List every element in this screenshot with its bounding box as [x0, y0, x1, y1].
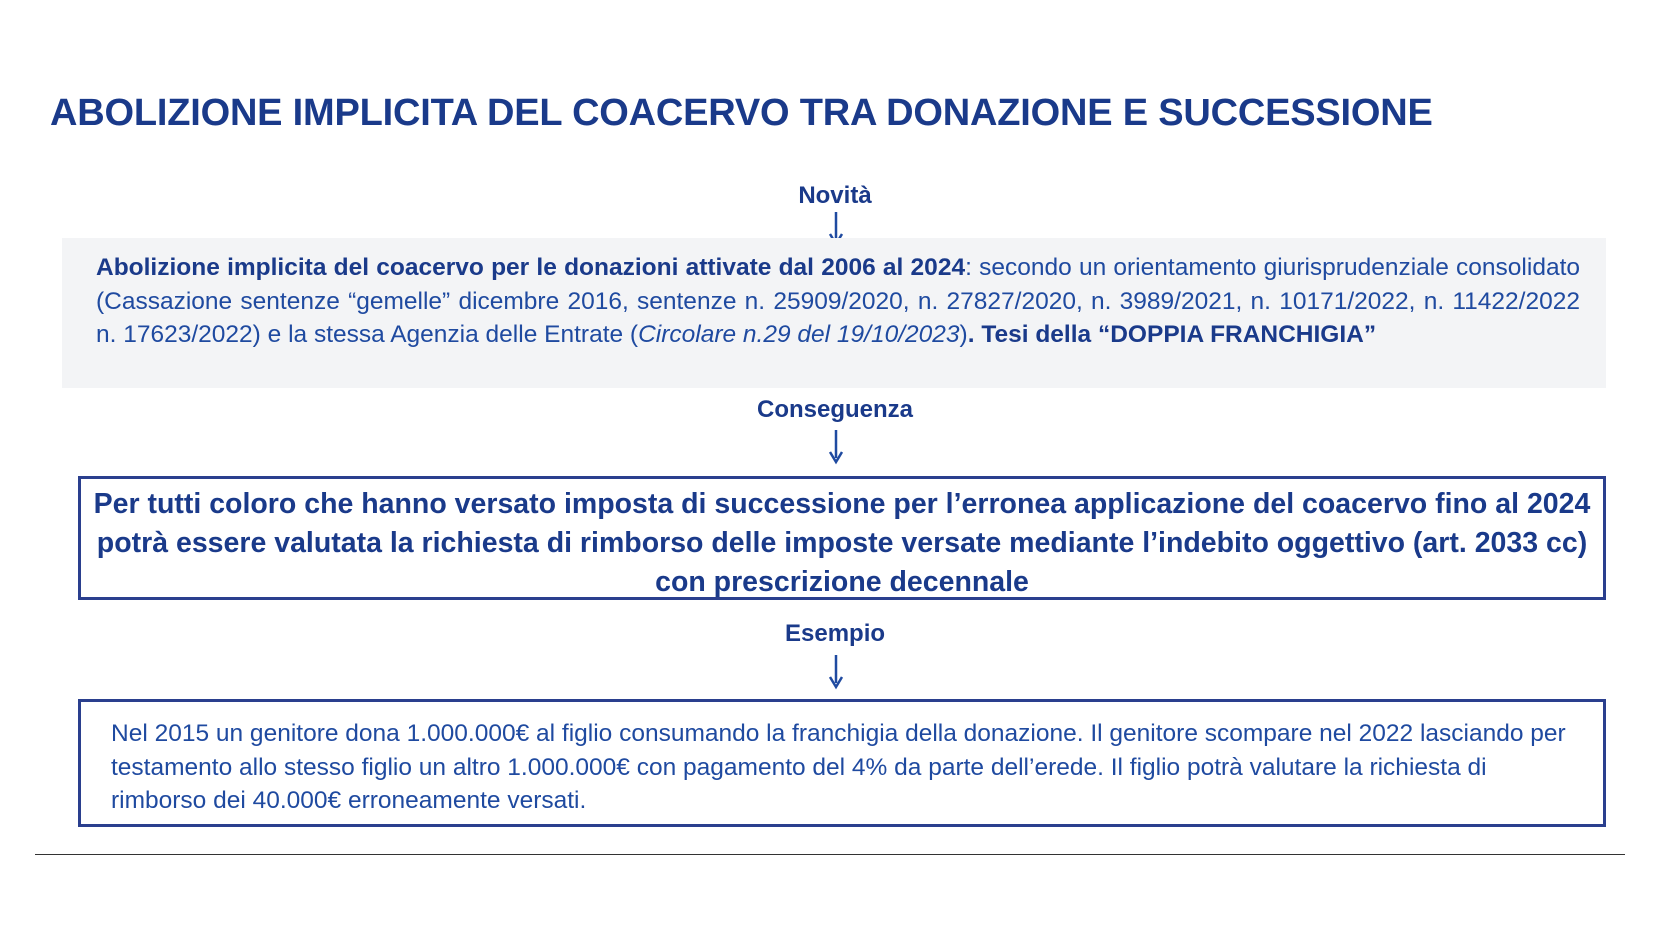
- consequence-box: [78, 476, 1606, 600]
- example-box: [78, 699, 1606, 827]
- example-text: Nel 2015 un genitore dona 1.000.000€ al figlio consumando la franchigia della donazione. Il genitore scompare nel 2022 lasciando per testamento allo stesso figlio un altro 1.000.000€ con pagamento del 4% da parte dell’erede. Il figlio potrà valutare la richiesta di rimborso dei 40.000€ erroneamente versati.: [111, 720, 1566, 814]
- page-title: ABOLIZIONE IMPLICITA DEL COACERVO TRA DONAZIONE E SUCCESSIONE: [50, 92, 1433, 134]
- novita-after-ref: ): [959, 321, 968, 348]
- conseguenza-label: Conseguenza: [756, 396, 914, 423]
- esempio-label: Esempio: [784, 620, 886, 647]
- novita-bold-intro: Abolizione implicita del coacervo per le donazioni attivate dal 2006 al 2024: [96, 254, 966, 281]
- novita-italic-ref: Circolare n.29 del 19/10/2023: [638, 321, 960, 348]
- bottom-divider: [35, 854, 1625, 855]
- novita-label: Novità: [798, 182, 872, 209]
- novita-box: [62, 238, 1606, 388]
- novita-text: : secondo un orientamento giurisprudenziale consolidato (Cassazione sentenze “gemelle” dicembre 2016, sentenze n. 25909/2020, n. 27827/2020, n. 3989/2021, n. 10171/2022, n. 11422/2022 n. 17623/2022) e la stessa Agenzia delle Entrate (: [96, 254, 1580, 348]
- arrow-down-icon: [828, 430, 844, 466]
- novita-thesis: . Tesi della “DOPPIA FRANCHIGIA”: [967, 321, 1377, 348]
- arrow-down-icon: [828, 655, 844, 691]
- consequence-text: Per tutti coloro che hanno versato imposta di successione per l’erronea applicazione del coacervo fino al 2024 potrà essere valutata la richiesta di rimborso delle imposte versate mediante l’indebito oggettivo (art. 2033 cc) con prescrizione decennale: [93, 488, 1591, 598]
